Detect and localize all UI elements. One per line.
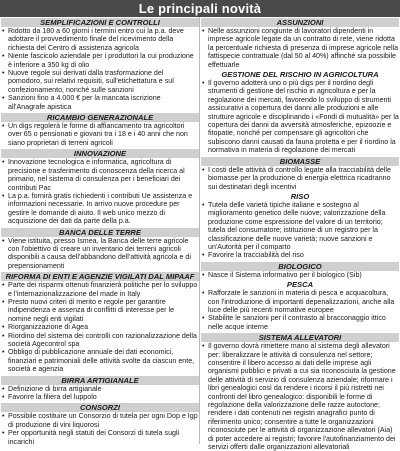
list-item: • Stabilite le sanzioni per il contrasto al bracconaggio ittico nelle acque interne	[201, 314, 399, 331]
list-item: • Nelle assunzioni congiunte di lavoratori dipendenti in imprese agricole legate da un contratto di rete, viene ridotta la percentuale richiesta di presenza di imprese agricole nella fattispecie contrattuale (dal 50 al 40%) affinché sia possibile effettuarle	[201, 27, 399, 69]
list-item: • Favorire la tracciabilità del riso	[201, 251, 399, 259]
left-column	[1, 18, 199, 446]
section-heading: BANCA DELLE TERRE	[1, 228, 199, 237]
section-heading: RISO	[290, 191, 310, 201]
list-item: • Sanzioni fino a 4.000 € per la mancata iscrizione all'Anagrafe apistica	[1, 94, 199, 111]
list-item: • Niente fascicolo aziendale per i produttori la cui produzione è inferiore a 350 kg di olio	[1, 52, 199, 69]
section-heading: RIFORMA DI ENTI E AGENZIE VIGILATI DAL MIPAAF	[1, 272, 199, 281]
right-column	[201, 18, 399, 451]
list-item: • Il governo dovrà rimettere mano al sistema degli allevatori per: liberalizzare le attività di consulenza nel settore; consentire il libero accesso ai dati delle imprese agli organismi pubblici e privati a cui sia riconosciuta la gestione delle attività di servizio di consulenza aziendale; riformare i libri genealogici così da rendere i ricorsi il più ristretti nei confronti del libro genealogico: disponibili le forme di regolazione della valorizzazione delle razze autoctone; rendere i dati contenuti nei registri anagrafici punto di riferimento unico; consentire a tutte le organizzazioni riconosciute per le attività di organizzazione allevatori (Aia) di poter accedere ai registri; favorire l'autofinanziamento dei servizi offerti dalle organizzazioni allevatoriali	[201, 342, 399, 451]
list-item: • Nuove regole sui derivati dalla trasformazione del pomodoro, sui relativi requisiti, sull'etichettatura e sul confezionamento, nonché sulle sanzioni	[1, 69, 199, 94]
section-heading: BIOLOGICO	[201, 262, 399, 271]
list-item: • Rafforzate le sanzioni in materia di pesca e acquacoltura, con l'introduzione di importanti depenalizzazioni, anche alla luce delle più recenti normative europee	[201, 289, 399, 314]
section-list	[1, 27, 199, 111]
section-list	[1, 281, 199, 373]
page-title: Le principali novità	[0, 0, 400, 17]
list-item: • Tutela delle varietà tipiche italiane e sostegno al miglioramento genetico delle nuove; valorizzazione della produzione come espressione del valore di un territorio; tutela del consumatore; istituzione di un registro per la classificazione delle nuove varietà; nuove sanzioni e un'Autorità per il comparto	[201, 201, 399, 251]
section-list	[201, 79, 399, 155]
list-item: • Possibile costituire un Consorzio di tutela per ogni Dop e Igp di produzione di vini liquorosi	[1, 412, 199, 429]
section-heading: GESTIONE DEL RISCHIO IN AGRICOLTURA	[221, 70, 379, 80]
section-heading: ASSUNZIONI	[201, 18, 399, 27]
section-heading: RICAMBIO GENERAZIONALE	[1, 113, 199, 122]
column-divider	[199, 17, 200, 444]
list-item: • Innovazione tecnologica e informatica, agricoltura di precisione e trasferimento di conoscenza della ricerca al primario, nel sistema di consulenza per i beneficiari dei contributi Pac	[1, 158, 199, 192]
list-item: • Riordino del sistema dei controlli con razionalizzazione della società Agecontrol spa	[1, 332, 199, 349]
section-list	[201, 201, 399, 260]
section-heading: BIRRA ARTIGIANALE	[1, 376, 199, 385]
section-list	[1, 237, 199, 271]
list-item: • Il governo adotterà uno o più digs per il riordino degli strumenti di gestione del rischio in agricoltura e per la regolazione dei mercati, favorendo lo sviluppo di strumenti assicurativi a copertura dei danni alle produzioni e alle strutture agricole e disciplinando i «Fondi di mutualità» per la copertura dei danni da avversità atmosferiche, epizoozie e fitopatie, nonché per compensare gli agricoltori che subiscono danni causati da fauna protetta e per il riordino la normativa in materia di regolazione dei mercati	[201, 79, 399, 155]
section-list	[1, 122, 199, 147]
section-heading: BIOMASSE	[201, 157, 399, 166]
list-item: • Riorganizzazione di Agea	[1, 323, 199, 331]
section-heading: INNOVAZIONE	[1, 149, 199, 158]
section-list	[201, 27, 399, 69]
list-item: • Presto nuovi criteri di merito e regole per garantire indipendenza e assenza di conflitti di interesse per le nomine negli enti vigilati	[1, 298, 199, 323]
list-item: • Ridotto da 180 a 60 giorni i termini entro cui la p.a. deve adottare il provvedimento finale del ricevimento della richiesta del Centro di assistenza agricola	[1, 27, 199, 52]
section-list	[201, 342, 399, 451]
section-list	[1, 158, 199, 225]
section-list	[201, 289, 399, 331]
list-item: • Per opportunità negli statuti dei Consorzi di tutela sugli incarichi	[1, 429, 199, 446]
list-item: • Viene istituita, presso Ismea, la Banca delle terre agricole con l'obiettivo di creare un inventario dei terreni agricoli disponibili a causa dell'abbandono dell'attività agricola e di prepensionamenti	[1, 237, 199, 271]
section-list	[201, 166, 399, 191]
list-item: • Un digs regolerà le forme di affiancamento tra agricoltori over 65 o pensionati e giovani tra i 18 e i 40 anni che non siano proprietari di terreni agricoli	[1, 122, 199, 147]
section-list	[201, 271, 399, 279]
list-item: • Parte dei risparmi ottenuti finanzierà politiche per lo sviluppo e l'internazionalizzazione del made in Italy	[1, 281, 199, 298]
section-list	[1, 385, 199, 402]
section-heading: PESCA	[286, 280, 314, 290]
section-heading: SEMPLIFICAZIONI E CONTROLLI	[1, 18, 199, 27]
list-item: • Definizione di birra artigianale	[1, 385, 199, 393]
section-heading: SISTEMA ALLEVATORI	[201, 333, 399, 342]
section-list	[1, 412, 199, 446]
list-item: • Favorire la filiera del luppolo	[1, 393, 199, 401]
list-item: • I costi delle attività di controllo legate alla tracciabilità delle biomasse per la produzione di energia elettrica ricadranno sui destinatari degli incentivi	[201, 166, 399, 191]
list-item: • Obbligo di pubblicazione annuale dei dati economici, finanziari e patrimoniali delle attività svolte da ciascun ente, società e agenzia	[1, 348, 199, 373]
section-heading: CONSORZI	[1, 403, 199, 412]
list-item: • Nasce il Sistema informativo per il biologico (Sib)	[201, 271, 399, 279]
list-item: • La p.a. fornirà gratis richiedenti i contributi Ue assistenza e informazioni necessarie. In arrivo nuove procedure per gestire le domande di aiuto. Il web unico mezzo di acquisizione dei dati da parte della p.a.	[1, 192, 199, 226]
